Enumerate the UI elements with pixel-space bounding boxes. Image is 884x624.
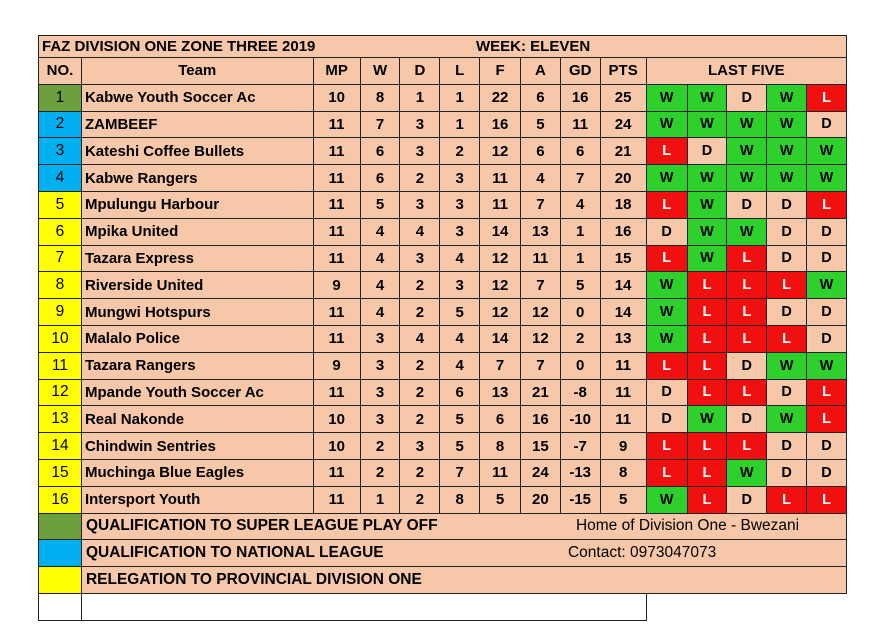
- stat-w: 3: [360, 352, 400, 379]
- position-cell: 2: [39, 111, 82, 138]
- form-result: L: [727, 245, 767, 272]
- stat-a: 7: [520, 352, 560, 379]
- stat-d: 4: [400, 325, 440, 352]
- team-name: Intersport Youth: [81, 486, 313, 513]
- stat-d: 2: [400, 352, 440, 379]
- table-row: [39, 111, 847, 138]
- form-result: W: [727, 459, 767, 486]
- team-name: Kateshi Coffee Bullets: [81, 138, 313, 165]
- stat-f: 16: [480, 111, 521, 138]
- stat-w: 2: [360, 433, 400, 460]
- legend-swatch: [39, 540, 82, 567]
- col-header-last-five: LAST FIVE: [646, 58, 846, 85]
- position-cell: 9: [39, 299, 82, 326]
- position-cell: 7: [39, 245, 82, 272]
- stat-w: 4: [360, 299, 400, 326]
- stat-w: 4: [360, 218, 400, 245]
- form-result: L: [646, 352, 687, 379]
- stat-l: 7: [440, 459, 480, 486]
- form-result: W: [687, 191, 727, 218]
- stat-mp: 11: [313, 325, 360, 352]
- form-result: D: [767, 379, 807, 406]
- stat-w: 3: [360, 325, 400, 352]
- table-row: [39, 433, 847, 460]
- stat-l: 6: [440, 379, 480, 406]
- team-name: Riverside United: [81, 272, 313, 299]
- col-header-team: Team: [81, 58, 313, 85]
- position-cell: 14: [39, 433, 82, 460]
- stat-mp: 11: [313, 191, 360, 218]
- stat-gd: 6: [560, 138, 600, 165]
- stat-l: 4: [440, 325, 480, 352]
- team-name: Tazara Rangers: [81, 352, 313, 379]
- table-row: [39, 352, 847, 379]
- stat-f: 7: [480, 352, 521, 379]
- stat-gd: 16: [560, 84, 600, 111]
- form-result: W: [687, 218, 727, 245]
- form-result: W: [646, 272, 687, 299]
- form-result: L: [687, 272, 727, 299]
- stat-gd: 1: [560, 218, 600, 245]
- col-header-w: W: [360, 58, 400, 85]
- stat-l: 1: [440, 84, 480, 111]
- column-header-row: [39, 58, 847, 85]
- stat-pts: 13: [600, 325, 646, 352]
- form-result: L: [806, 191, 846, 218]
- stat-a: 24: [520, 459, 560, 486]
- stat-a: 20: [520, 486, 560, 513]
- standings-table: [38, 35, 847, 621]
- stat-mp: 11: [313, 218, 360, 245]
- legend-cell: [81, 540, 846, 567]
- stat-l: 3: [440, 165, 480, 192]
- stat-pts: 16: [600, 218, 646, 245]
- stat-d: 1: [400, 84, 440, 111]
- stat-w: 4: [360, 245, 400, 272]
- stat-w: 4: [360, 272, 400, 299]
- form-result: W: [806, 272, 846, 299]
- stat-a: 5: [520, 111, 560, 138]
- stat-l: 5: [440, 406, 480, 433]
- form-result: L: [687, 433, 727, 460]
- stat-gd: 1: [560, 245, 600, 272]
- position-cell: 4: [39, 165, 82, 192]
- form-result: D: [806, 245, 846, 272]
- form-result: L: [646, 245, 687, 272]
- stat-f: 8: [480, 433, 521, 460]
- position-cell: 10: [39, 325, 82, 352]
- stat-gd: 2: [560, 325, 600, 352]
- form-result: D: [646, 218, 687, 245]
- form-result: L: [767, 272, 807, 299]
- stat-pts: 24: [600, 111, 646, 138]
- form-result: L: [687, 486, 727, 513]
- stat-a: 6: [520, 84, 560, 111]
- stat-a: 7: [520, 272, 560, 299]
- stat-mp: 11: [313, 486, 360, 513]
- stat-a: 12: [520, 299, 560, 326]
- form-result: D: [767, 299, 807, 326]
- table-row: [39, 325, 847, 352]
- stat-f: 11: [480, 191, 521, 218]
- form-result: W: [646, 111, 687, 138]
- stat-pts: 8: [600, 459, 646, 486]
- form-result: D: [806, 433, 846, 460]
- form-result: W: [806, 138, 846, 165]
- stat-gd: -13: [560, 459, 600, 486]
- stat-d: 2: [400, 379, 440, 406]
- form-result: L: [687, 379, 727, 406]
- stat-pts: 21: [600, 138, 646, 165]
- team-name: Mpika United: [81, 218, 313, 245]
- team-name: Real Nakonde: [81, 406, 313, 433]
- stat-pts: 25: [600, 84, 646, 111]
- position-cell: 3: [39, 138, 82, 165]
- stat-mp: 10: [313, 406, 360, 433]
- team-name: Kabwe Rangers: [81, 165, 313, 192]
- stat-l: 4: [440, 245, 480, 272]
- form-result: W: [687, 165, 727, 192]
- table-row: [39, 459, 847, 486]
- stat-d: 2: [400, 459, 440, 486]
- col-header-no: NO.: [39, 58, 82, 85]
- form-result: W: [646, 486, 687, 513]
- form-result: D: [646, 406, 687, 433]
- form-result: L: [727, 379, 767, 406]
- table-row: [39, 138, 847, 165]
- home-text: Home of Division One - Bwezani: [575, 516, 800, 534]
- form-result: D: [806, 111, 846, 138]
- table-row: [39, 299, 847, 326]
- team-name: ZAMBEEF: [81, 111, 313, 138]
- form-result: D: [727, 191, 767, 218]
- form-result: L: [806, 406, 846, 433]
- col-header-d: D: [400, 58, 440, 85]
- stat-d: 3: [400, 138, 440, 165]
- form-result: W: [727, 218, 767, 245]
- form-result: W: [767, 138, 807, 165]
- stat-w: 2: [360, 459, 400, 486]
- stat-w: 3: [360, 406, 400, 433]
- position-cell: 6: [39, 218, 82, 245]
- table-row: [39, 406, 847, 433]
- form-result: W: [727, 111, 767, 138]
- position-cell: 16: [39, 486, 82, 513]
- stat-w: 1: [360, 486, 400, 513]
- team-name: Mpulungu Harbour: [81, 191, 313, 218]
- stat-gd: 5: [560, 272, 600, 299]
- legend-row: [39, 513, 847, 540]
- stat-pts: 18: [600, 191, 646, 218]
- stat-gd: -15: [560, 486, 600, 513]
- stat-f: 22: [480, 84, 521, 111]
- form-result: L: [806, 84, 846, 111]
- stat-f: 12: [480, 299, 521, 326]
- stat-pts: 9: [600, 433, 646, 460]
- form-result: D: [646, 379, 687, 406]
- position-cell: 8: [39, 272, 82, 299]
- form-result: L: [806, 379, 846, 406]
- form-result: L: [646, 433, 687, 460]
- legend-text: RELEGATION TO PROVINCIAL DIVISION ONE: [85, 570, 422, 588]
- stat-f: 6: [480, 406, 521, 433]
- table-row: [39, 245, 847, 272]
- team-name: Mpande Youth Soccer Ac: [81, 379, 313, 406]
- team-name: Chindwin Sentries: [81, 433, 313, 460]
- stat-mp: 11: [313, 165, 360, 192]
- stat-f: 11: [480, 165, 521, 192]
- stat-pts: 11: [600, 406, 646, 433]
- week-label: WEEK: ELEVEN: [476, 38, 591, 55]
- stat-d: 3: [400, 111, 440, 138]
- stat-mp: 11: [313, 299, 360, 326]
- form-result: D: [806, 459, 846, 486]
- col-header-l: L: [440, 58, 480, 85]
- stat-pts: 14: [600, 299, 646, 326]
- form-result: W: [767, 84, 807, 111]
- form-result: D: [727, 486, 767, 513]
- form-result: L: [687, 325, 727, 352]
- stat-d: 3: [400, 245, 440, 272]
- col-header-mp: MP: [313, 58, 360, 85]
- stat-mp: 9: [313, 352, 360, 379]
- stat-d: 4: [400, 218, 440, 245]
- stat-mp: 11: [313, 379, 360, 406]
- stat-pts: 11: [600, 352, 646, 379]
- stat-pts: 20: [600, 165, 646, 192]
- table-title: FAZ DIVISION ONE ZONE THREE 2019: [42, 38, 316, 55]
- stat-a: 6: [520, 138, 560, 165]
- form-result: L: [687, 299, 727, 326]
- stat-d: 2: [400, 486, 440, 513]
- stat-pts: 14: [600, 272, 646, 299]
- blank-cell: [39, 593, 82, 620]
- stat-d: 2: [400, 272, 440, 299]
- form-result: W: [727, 165, 767, 192]
- stat-w: 5: [360, 191, 400, 218]
- form-result: D: [727, 406, 767, 433]
- form-result: W: [767, 111, 807, 138]
- stat-a: 11: [520, 245, 560, 272]
- form-result: D: [727, 352, 767, 379]
- table-row: [39, 379, 847, 406]
- title-row: [39, 36, 847, 58]
- stat-gd: -8: [560, 379, 600, 406]
- form-result: W: [687, 245, 727, 272]
- position-cell: 11: [39, 352, 82, 379]
- position-cell: 13: [39, 406, 82, 433]
- team-name: Mungwi Hotspurs: [81, 299, 313, 326]
- stat-w: 3: [360, 379, 400, 406]
- legend-swatch: [39, 513, 82, 540]
- stat-gd: 4: [560, 191, 600, 218]
- form-result: W: [687, 111, 727, 138]
- stat-mp: 11: [313, 111, 360, 138]
- form-result: L: [727, 299, 767, 326]
- form-result: L: [687, 352, 727, 379]
- stat-d: 3: [400, 191, 440, 218]
- stat-mp: 10: [313, 433, 360, 460]
- stat-gd: -7: [560, 433, 600, 460]
- stat-f: 12: [480, 138, 521, 165]
- stat-a: 4: [520, 165, 560, 192]
- form-result: W: [646, 325, 687, 352]
- form-result: L: [727, 325, 767, 352]
- table-row: [39, 165, 847, 192]
- team-name: Kabwe Youth Soccer Ac: [81, 84, 313, 111]
- stat-l: 2: [440, 138, 480, 165]
- col-header-pts: PTS: [600, 58, 646, 85]
- form-result: W: [687, 406, 727, 433]
- form-result: D: [806, 325, 846, 352]
- stat-gd: -10: [560, 406, 600, 433]
- stat-a: 21: [520, 379, 560, 406]
- form-result: W: [806, 165, 846, 192]
- stat-mp: 9: [313, 272, 360, 299]
- table-row: [39, 191, 847, 218]
- stat-mp: 11: [313, 459, 360, 486]
- stat-w: 7: [360, 111, 400, 138]
- form-result: L: [687, 459, 727, 486]
- form-result: D: [767, 218, 807, 245]
- team-name: Tazara Express: [81, 245, 313, 272]
- table-row: [39, 486, 847, 513]
- form-result: L: [646, 459, 687, 486]
- table-row: [39, 272, 847, 299]
- form-result: L: [767, 325, 807, 352]
- stat-gd: 0: [560, 299, 600, 326]
- league-table-sheet: [38, 35, 847, 621]
- form-result: D: [806, 299, 846, 326]
- form-result: D: [767, 245, 807, 272]
- contact-text: Contact: 0973047073: [567, 543, 717, 561]
- table-row: [39, 84, 847, 111]
- stat-l: 3: [440, 272, 480, 299]
- legend-swatch: [39, 567, 82, 594]
- legend-row: [39, 540, 847, 567]
- stat-w: 6: [360, 138, 400, 165]
- stat-w: 8: [360, 84, 400, 111]
- stat-f: 12: [480, 245, 521, 272]
- stat-w: 6: [360, 165, 400, 192]
- form-result: D: [687, 138, 727, 165]
- legend-row: [39, 567, 847, 594]
- stat-a: 12: [520, 325, 560, 352]
- stat-f: 13: [480, 379, 521, 406]
- position-cell: 5: [39, 191, 82, 218]
- legend-text: QUALIFICATION TO SUPER LEAGUE PLAY OFF: [85, 516, 438, 534]
- stat-f: 12: [480, 272, 521, 299]
- blank-row: [39, 593, 847, 620]
- position-cell: 12: [39, 379, 82, 406]
- form-result: W: [646, 165, 687, 192]
- stat-a: 16: [520, 406, 560, 433]
- legend-text: QUALIFICATION TO NATIONAL LEAGUE: [85, 543, 384, 561]
- form-result: D: [767, 191, 807, 218]
- stat-pts: 11: [600, 379, 646, 406]
- stat-pts: 15: [600, 245, 646, 272]
- form-result: L: [646, 191, 687, 218]
- stat-d: 2: [400, 165, 440, 192]
- stat-l: 4: [440, 352, 480, 379]
- form-result: W: [687, 84, 727, 111]
- col-header-a: A: [520, 58, 560, 85]
- stat-f: 5: [480, 486, 521, 513]
- form-result: W: [806, 352, 846, 379]
- form-result: D: [727, 84, 767, 111]
- blank-cell: [81, 593, 646, 620]
- form-result: D: [806, 218, 846, 245]
- stat-a: 7: [520, 191, 560, 218]
- form-result: L: [727, 433, 767, 460]
- stat-mp: 10: [313, 84, 360, 111]
- stat-a: 15: [520, 433, 560, 460]
- form-result: L: [727, 272, 767, 299]
- stat-a: 13: [520, 218, 560, 245]
- form-result: L: [646, 138, 687, 165]
- stat-f: 14: [480, 218, 521, 245]
- stat-l: 3: [440, 218, 480, 245]
- form-result: L: [806, 486, 846, 513]
- stat-gd: 7: [560, 165, 600, 192]
- stat-d: 2: [400, 406, 440, 433]
- stat-gd: 0: [560, 352, 600, 379]
- form-result: W: [727, 138, 767, 165]
- form-result: D: [767, 459, 807, 486]
- form-result: W: [767, 352, 807, 379]
- legend-cell: [81, 513, 846, 540]
- form-result: W: [767, 165, 807, 192]
- stat-l: 5: [440, 299, 480, 326]
- legend-cell: [81, 567, 846, 594]
- form-result: L: [767, 486, 807, 513]
- position-cell: 1: [39, 84, 82, 111]
- stat-d: 3: [400, 433, 440, 460]
- col-header-gd: GD: [560, 58, 600, 85]
- table-row: [39, 218, 847, 245]
- team-name: Malalo Police: [81, 325, 313, 352]
- stat-l: 5: [440, 433, 480, 460]
- stat-mp: 11: [313, 138, 360, 165]
- form-result: W: [767, 406, 807, 433]
- stat-l: 3: [440, 191, 480, 218]
- stat-l: 8: [440, 486, 480, 513]
- form-result: D: [767, 433, 807, 460]
- position-cell: 15: [39, 459, 82, 486]
- stat-d: 2: [400, 299, 440, 326]
- form-result: W: [646, 84, 687, 111]
- stat-f: 11: [480, 459, 521, 486]
- form-result: W: [646, 299, 687, 326]
- stat-f: 14: [480, 325, 521, 352]
- stat-l: 1: [440, 111, 480, 138]
- stat-mp: 11: [313, 245, 360, 272]
- team-name: Muchinga Blue Eagles: [81, 459, 313, 486]
- blank-cell: [646, 593, 846, 620]
- stat-gd: 11: [560, 111, 600, 138]
- stat-pts: 5: [600, 486, 646, 513]
- col-header-f: F: [480, 58, 521, 85]
